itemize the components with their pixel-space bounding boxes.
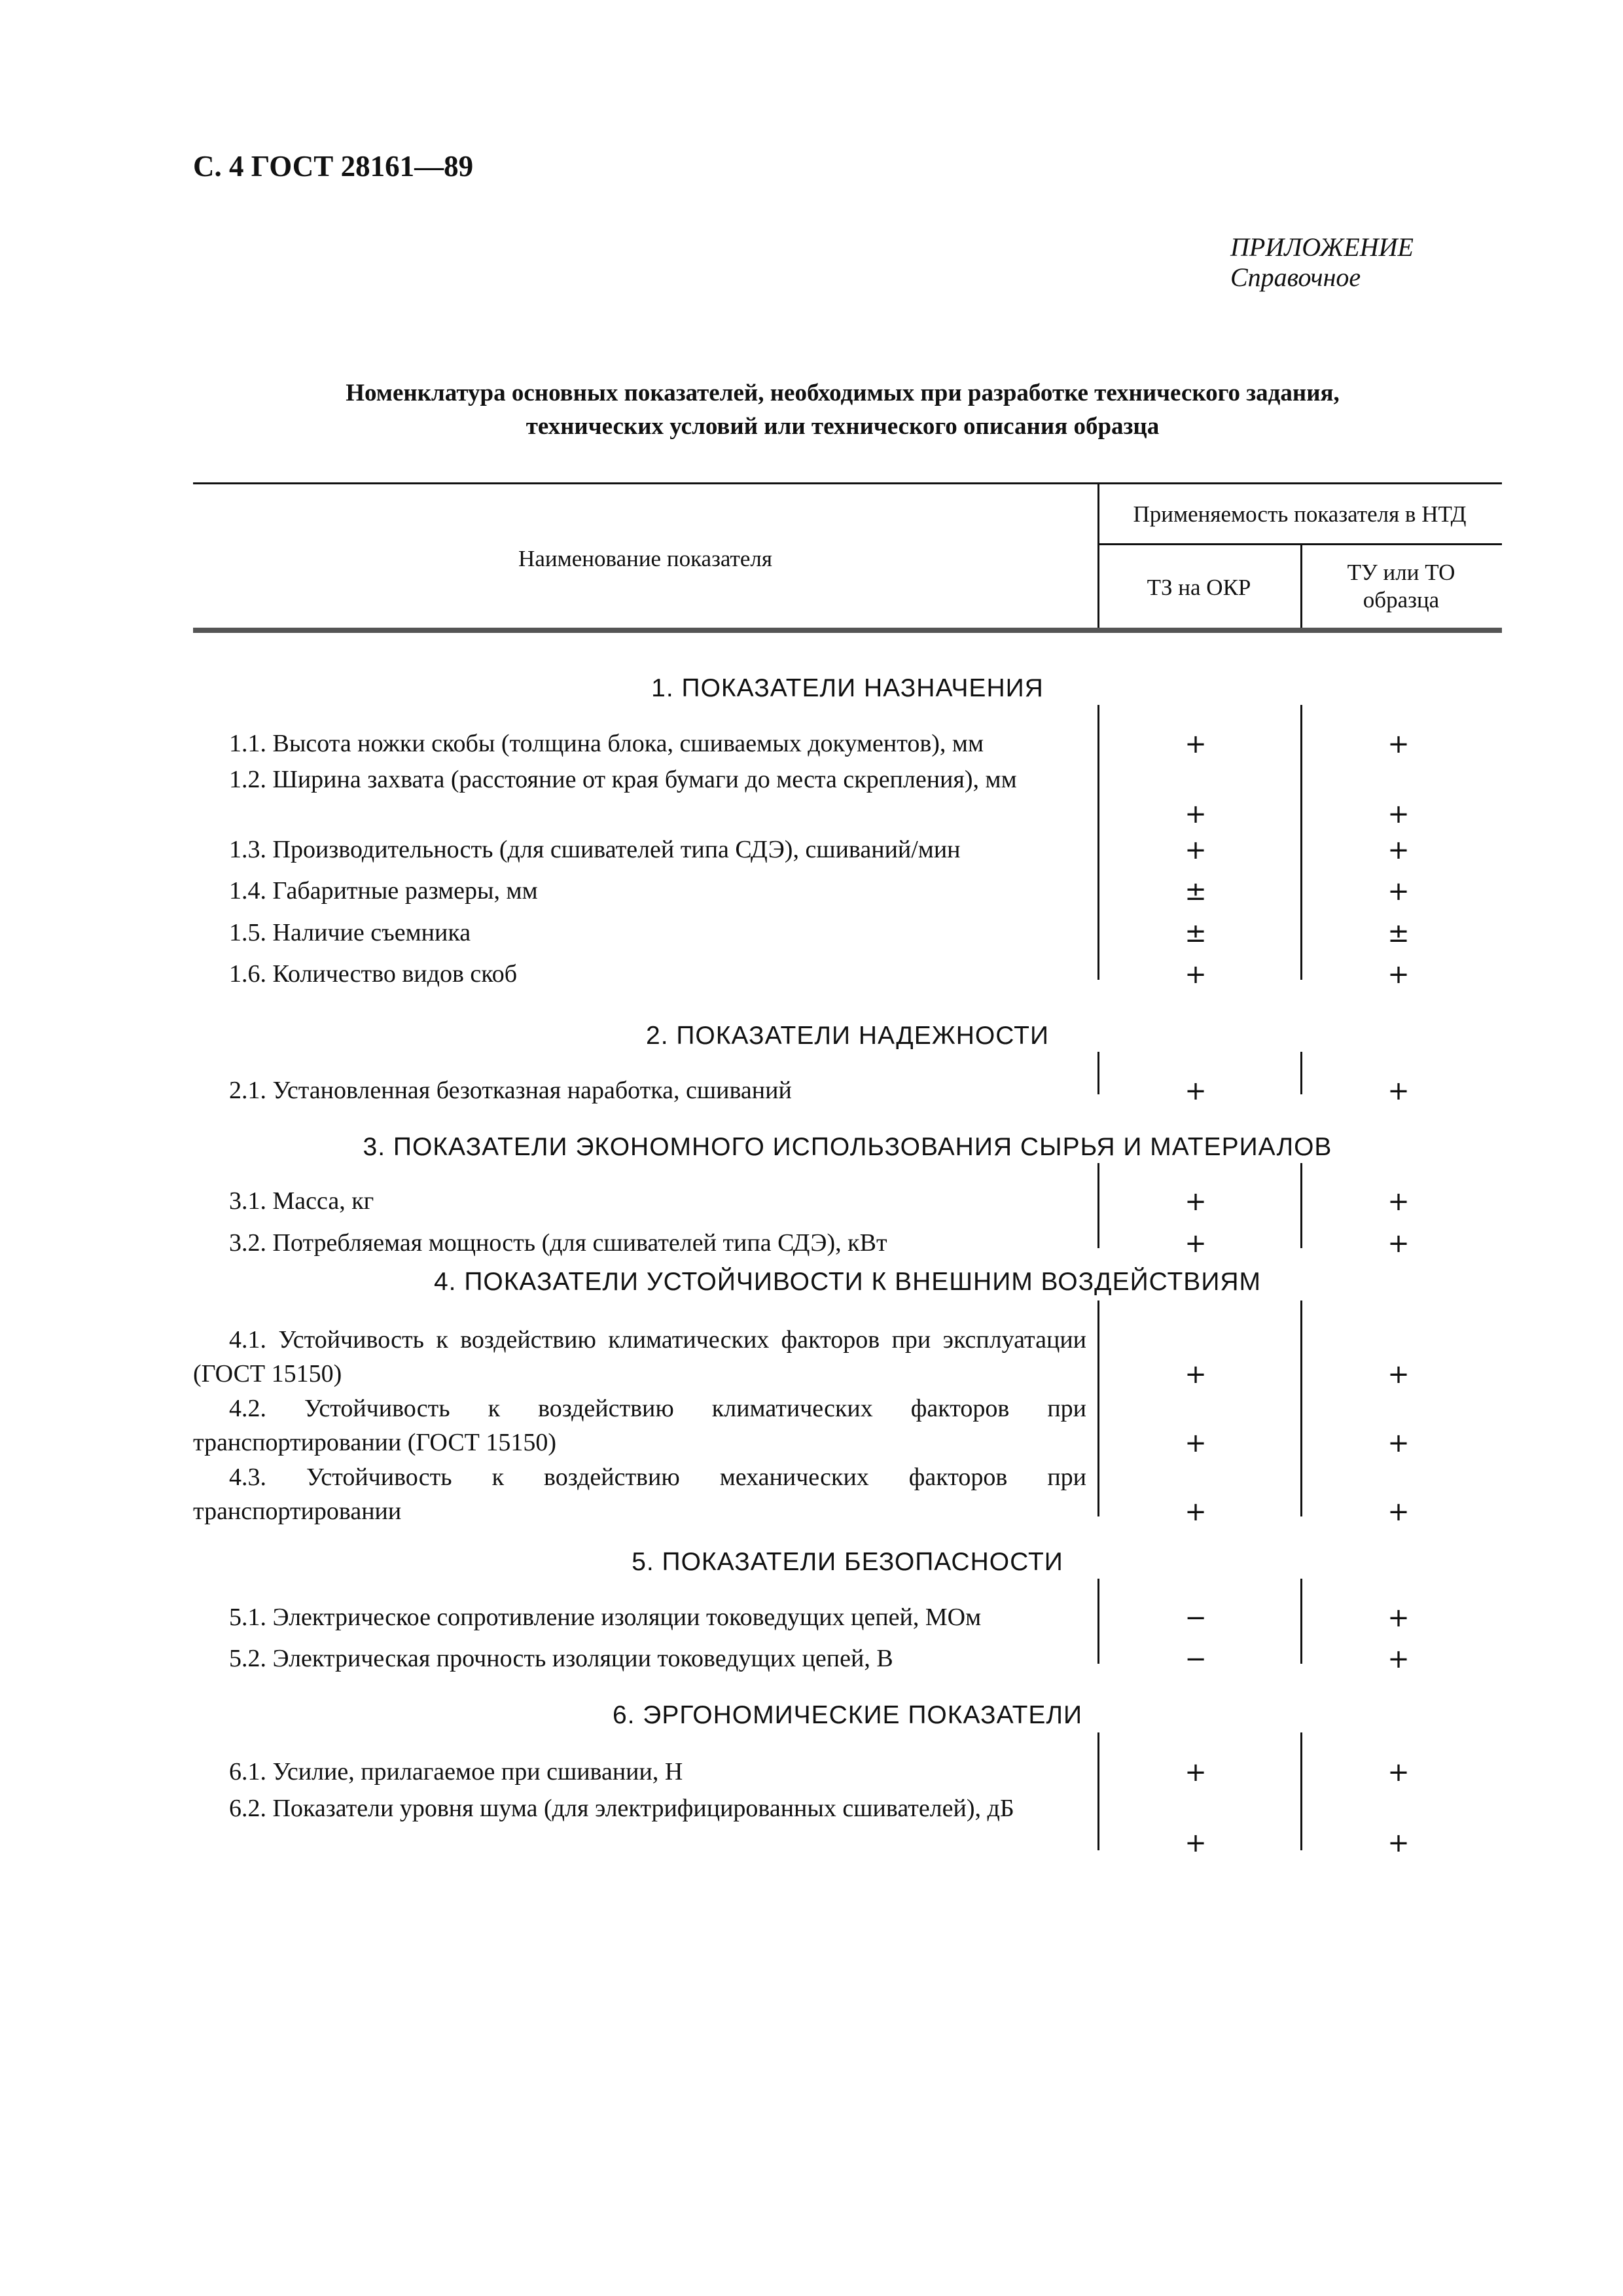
- tz-applicability-mark: +: [1185, 1229, 1207, 1259]
- document-title-line-2: технических условий или технического описания образца: [526, 413, 1160, 440]
- header-bottom-rule: [193, 628, 1502, 633]
- indicator-name: 1.5. Наличие съемника: [229, 919, 471, 946]
- header-tu-line-2: образца: [1363, 587, 1440, 613]
- tz-applicability-mark: −: [1185, 1603, 1207, 1633]
- tu-applicability-mark: +: [1387, 1076, 1410, 1106]
- section-title: 4. ПОКАЗАТЕЛИ УСТОЙЧИВОСТИ К ВНЕШНИМ ВОЗДЕЙСТВИЯМ: [433, 1268, 1262, 1296]
- table-top-rule: [193, 482, 1502, 484]
- header-tu-line-1: ТУ или ТО: [1347, 560, 1455, 585]
- column-divider-2: [1300, 1052, 1302, 1094]
- indicator-name: 1.3. Производительность (для сшивателей типа СДЭ), сшиваний/мин: [229, 836, 961, 863]
- column-divider-2: [1300, 1579, 1302, 1664]
- tz-applicability-mark: +: [1185, 1497, 1207, 1527]
- tz-applicability-mark: +: [1185, 960, 1207, 990]
- document-title: [193, 376, 1492, 443]
- column-divider-2: [1300, 1732, 1302, 1850]
- indicator-name: 6.1. Усилие, прилагаемое при сшивании, Н: [229, 1758, 683, 1785]
- indicator-name: 4.2. Устойчивость к воздействию климатических факторов при транспортировании (ГОСТ 15150): [193, 1395, 1086, 1456]
- tz-applicability-mark: +: [1185, 1187, 1207, 1217]
- document-title-line-1: Номенклатура основных показателей, необходимых при разработке технического задания,: [346, 380, 1340, 406]
- tz-applicability-mark: +: [1185, 1828, 1207, 1858]
- tu-applicability-mark: ±: [1387, 918, 1410, 948]
- tu-applicability-mark: +: [1387, 1428, 1410, 1458]
- indicator-name: 4.3. Устойчивость к воздействию механических факторов при транспортировании: [193, 1463, 1086, 1525]
- tz-applicability-mark: +: [1185, 799, 1207, 829]
- tu-applicability-mark: +: [1387, 876, 1410, 906]
- tu-applicability-mark: +: [1387, 835, 1410, 865]
- column-divider-2: [1300, 1300, 1302, 1516]
- tz-applicability-mark: ±: [1185, 918, 1207, 948]
- section-title: 6. ЭРГОНОМИЧЕСКИЕ ПОКАЗАТЕЛИ: [612, 1701, 1083, 1729]
- column-divider-1: [1097, 1163, 1099, 1248]
- indicator-name: 1.2. Ширина захвата (расстояние от края бумаги до места скрепления), мм: [229, 766, 1017, 793]
- tz-applicability-mark: +: [1185, 1428, 1207, 1458]
- tz-applicability-mark: −: [1185, 1644, 1207, 1674]
- column-divider-1: [1097, 705, 1099, 980]
- indicator-name: 1.6. Количество видов скоб: [229, 960, 518, 988]
- section-title: 5. ПОКАЗАТЕЛИ БЕЗОПАСНОСТИ: [632, 1548, 1063, 1576]
- indicator-name: 3.1. Масса, кг: [229, 1187, 374, 1215]
- tu-applicability-mark: +: [1387, 1757, 1410, 1787]
- indicator-name: 5.2. Электрическая прочность изоляции токоведущих цепей, В: [229, 1645, 893, 1672]
- tz-applicability-mark: +: [1185, 1757, 1207, 1787]
- indicator-name: 6.2. Показатели уровня шума (для электрифицированных сшивателей), дБ: [229, 1795, 1014, 1822]
- page-header: С. 4 ГОСТ 28161—89: [193, 150, 474, 183]
- tu-applicability-mark: +: [1387, 1497, 1410, 1527]
- tu-applicability-mark: +: [1387, 1828, 1410, 1858]
- indicator-name: 4.1. Устойчивость к воздействию климатических факторов при эксплуатации (ГОСТ 15150): [193, 1326, 1086, 1388]
- tu-applicability-mark: +: [1387, 1187, 1410, 1217]
- section-title: 3. ПОКАЗАТЕЛИ ЭКОНОМНОГО ИСПОЛЬЗОВАНИЯ СЫРЬЯ И МАТЕРИАЛОВ: [363, 1133, 1332, 1161]
- tz-applicability-mark: +: [1185, 1359, 1207, 1390]
- header-applicability: Применяемость показателя в НТД: [1133, 501, 1467, 527]
- indicator-name: 3.2. Потребляемая мощность (для сшивателей типа СДЭ), кВт: [229, 1229, 887, 1257]
- indicator-name: 2.1. Установленная безотказная наработка, сшиваний: [229, 1077, 792, 1104]
- tu-applicability-mark: +: [1387, 1359, 1410, 1390]
- header-tz-column: ТЗ на ОКР: [1147, 575, 1251, 600]
- tz-applicability-mark: +: [1185, 835, 1207, 865]
- tu-applicability-mark: +: [1387, 799, 1410, 829]
- column-divider-1: [1097, 1732, 1099, 1850]
- appendix-type: Справочное: [1230, 262, 1361, 292]
- tu-applicability-mark: +: [1387, 1644, 1410, 1674]
- column-divider-1: [1097, 1579, 1099, 1664]
- header-name-column: Наименование показателя: [518, 546, 772, 571]
- appendix-label: [1185, 232, 1512, 293]
- indicator-name: 1.4. Габаритные размеры, мм: [229, 877, 538, 905]
- appendix-title: ПРИЛОЖЕНИЕ: [1230, 232, 1414, 262]
- tu-applicability-mark: +: [1387, 960, 1410, 990]
- tu-applicability-mark: +: [1387, 1229, 1410, 1259]
- indicator-name: 5.1. Электрическое сопротивление изоляции токоведущих цепей, МОм: [229, 1604, 982, 1631]
- header-tu-column: [1300, 559, 1502, 614]
- tu-applicability-mark: +: [1387, 1603, 1410, 1633]
- tz-applicability-mark: ±: [1185, 876, 1207, 906]
- section-title: 2. ПОКАЗАТЕЛИ НАДЕЖНОСТИ: [646, 1022, 1049, 1050]
- tu-applicability-mark: +: [1387, 729, 1410, 759]
- section-title: 1. ПОКАЗАТЕЛИ НАЗНАЧЕНИЯ: [651, 674, 1044, 702]
- header-sub-rule: [1097, 543, 1502, 545]
- column-divider-1: [1097, 1300, 1099, 1516]
- column-divider-1: [1097, 1052, 1099, 1094]
- tz-applicability-mark: +: [1185, 729, 1207, 759]
- indicators-table: [193, 482, 1502, 1857]
- indicator-name: 1.1. Высота ножки скобы (толщина блока, сшиваемых документов), мм: [229, 730, 984, 757]
- tz-applicability-mark: +: [1185, 1076, 1207, 1106]
- column-divider-2: [1300, 1163, 1302, 1248]
- column-divider-2: [1300, 705, 1302, 980]
